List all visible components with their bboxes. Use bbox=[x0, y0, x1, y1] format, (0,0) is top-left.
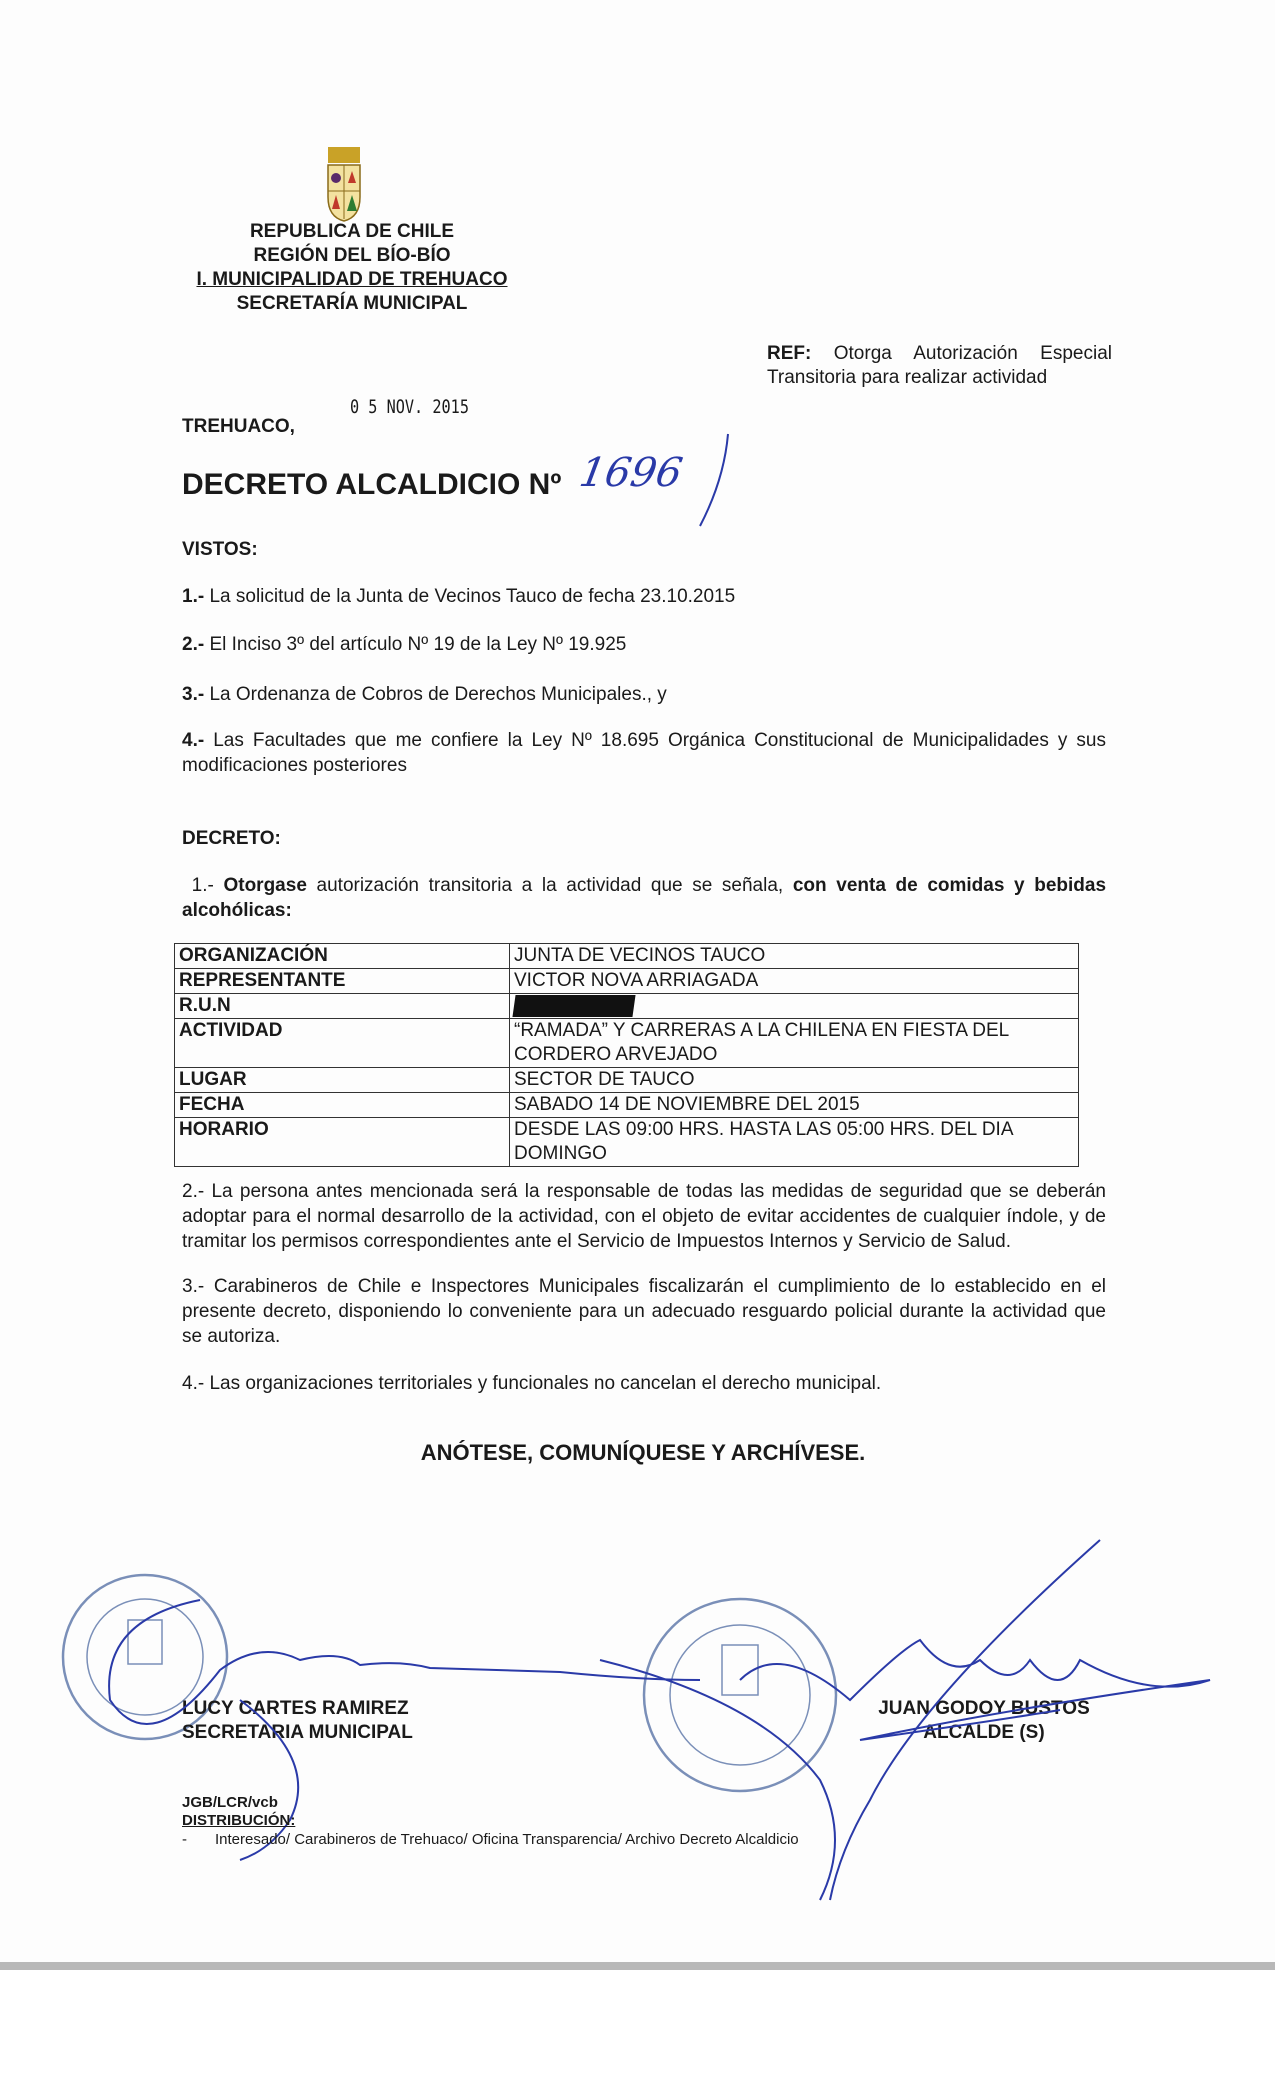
table-row: FECHA SABADO 14 DE NOVIEMBRE DEL 2015 bbox=[175, 1093, 1079, 1118]
decreto-paragraph-3: 3.- Carabineros de Chile e Inspectores Municipales fiscalizarán el cumplimiento de lo establecido en el presente decreto, disponiendo lo conveniente para un adecuado resguardo policial durante la actividad que se autoriza. bbox=[182, 1276, 1106, 1347]
activity-table bbox=[174, 943, 1079, 1167]
signature-block-secretary bbox=[182, 1697, 413, 1745]
decreto-heading: DECRETO: bbox=[182, 828, 281, 849]
place: TREHUACO, bbox=[182, 416, 295, 437]
table-row: HORARIO DESDE LAS 09:00 HRS. HASTA LAS 05:00 HRS. DEL DIA DOMINGO bbox=[175, 1118, 1079, 1167]
signer-role: ALCALDE (S) bbox=[923, 1722, 1045, 1743]
vistos-item: 4.- Las Facultades que me confiere la Ley Nº 18.695 Orgánica Constitucional de Municipalidades y sus modificaciones posteriores bbox=[182, 730, 1106, 776]
vistos-item: 3.- La Ordenanza de Cobros de Derechos Municipales., y bbox=[182, 684, 667, 705]
table-row: R.U.N bbox=[175, 994, 1079, 1019]
signer-name: LUCY CARTES RAMIREZ bbox=[182, 1698, 409, 1719]
mayor-seal-stamp bbox=[640, 1595, 840, 1795]
vistos-item: 1.- La solicitud de la Junta de Vecinos Tauco de fecha 23.10.2015 bbox=[182, 586, 736, 607]
letterhead bbox=[152, 220, 552, 316]
decree-body bbox=[179, 537, 1107, 1465]
redacted-run bbox=[512, 995, 635, 1017]
signer-role: SECRETARIA MUNICIPAL bbox=[182, 1722, 413, 1743]
handwritten-slash bbox=[680, 430, 740, 530]
decreto-paragraph-1: 1.- Otorgase autorización transitoria a la actividad que se señala, con venta de comidas y bebidas alcohólicas: bbox=[182, 875, 1107, 921]
date-stamp: 0 5 NOV. 2015 bbox=[350, 396, 469, 418]
table-row: REPRESENTANTE VICTOR NOVA ARRIAGADA bbox=[175, 969, 1079, 994]
decreto-paragraph-2: 2.- La persona antes mencionada será la responsable de todas las medidas de seguridad que se deberán adoptar para el normal desarrollo de la actividad, con el objeto de evitar accidentes de cualquier índole, y de tramitar los permisos correspondientes ante el Servicio de Impuestos Internos y Servicio de Salud. bbox=[182, 1181, 1106, 1252]
vistos-heading: VISTOS: bbox=[182, 539, 258, 560]
ref-text: Otorga Autorización Especial Transitoria para realizar actividad bbox=[767, 343, 1112, 388]
coat-of-arms-icon bbox=[322, 145, 366, 223]
letterhead-region: REGIÓN DEL BÍO-BÍO bbox=[253, 245, 451, 266]
closing-formula: ANÓTESE, COMUNÍQUESE Y ARCHÍVESE. bbox=[420, 1440, 866, 1465]
decree-number-handwritten: 1696 bbox=[575, 450, 686, 496]
scan-edge bbox=[0, 1962, 1275, 1970]
distribution-list: - Interesado/ Carabineros de Trehuaco/ Oficina Transparencia/ Archivo Decreto Alcaldicio bbox=[182, 1831, 799, 1848]
table-row: ACTIVIDAD “RAMADA” Y CARRERAS A LA CHILENA EN FIESTA DEL CORDERO ARVEJADO bbox=[175, 1019, 1079, 1068]
table-row: LUGAR SECTOR DE TAUCO bbox=[175, 1068, 1079, 1093]
decreto-paragraph-4: 4.- Las organizaciones territoriales y funcionales no cancelan el derecho municipal. bbox=[182, 1373, 882, 1394]
signer-name: JUAN GODOY BUSTOS bbox=[878, 1698, 1090, 1719]
vistos-item: 2.- El Inciso 3º del artículo Nº 19 de la Ley Nº 19.925 bbox=[182, 634, 627, 655]
decree-title: DECRETO ALCALDICIO Nº bbox=[182, 468, 562, 501]
ref-label: REF: bbox=[767, 343, 812, 364]
signature-block-mayor bbox=[864, 1697, 1104, 1745]
table-row: ORGANIZACIÓN JUNTA DE VECINOS TAUCO bbox=[175, 944, 1079, 969]
letterhead-country: REPUBLICA DE CHILE bbox=[249, 221, 455, 242]
letterhead-municipality: I. MUNICIPALIDAD DE TREHUACO bbox=[196, 269, 508, 290]
reference bbox=[767, 342, 1112, 390]
initials: JGB/LCR/vcb bbox=[182, 1794, 278, 1811]
letterhead-department: SECRETARÍA MUNICIPAL bbox=[236, 293, 468, 314]
distribution-heading: DISTRIBUCIÓN: bbox=[182, 1812, 296, 1829]
